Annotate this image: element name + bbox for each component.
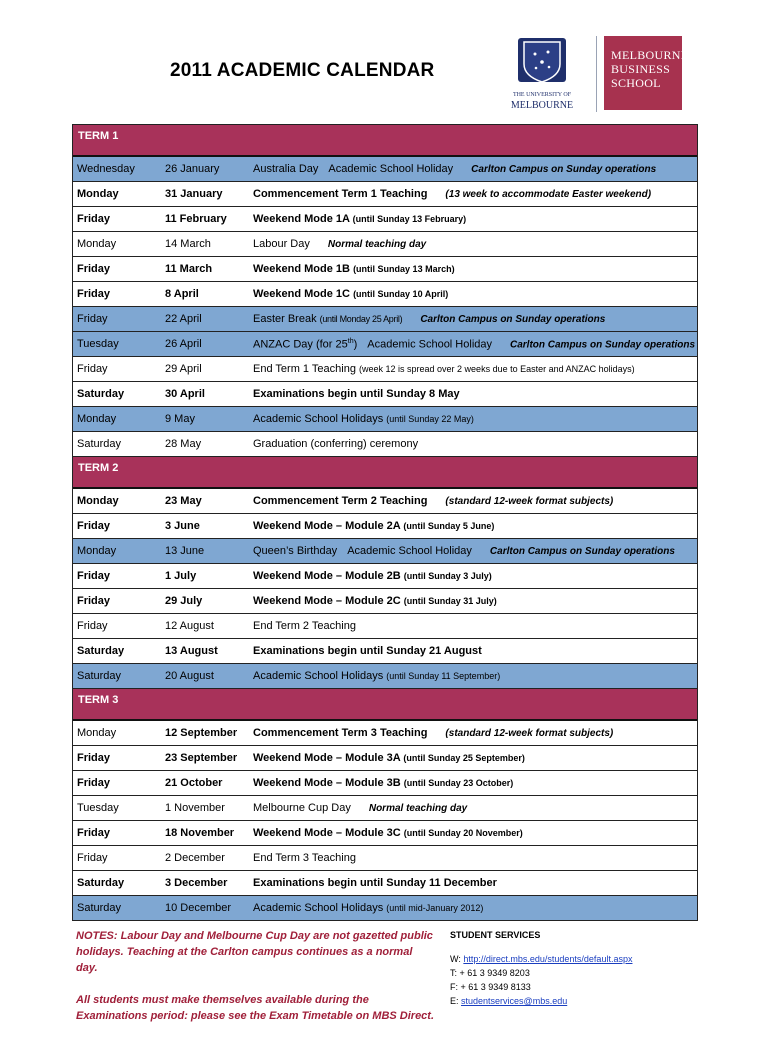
event-text: Easter Break — [253, 313, 317, 325]
event-cell — [253, 495, 613, 507]
calendar-row — [73, 896, 697, 921]
calendar-row — [73, 489, 697, 514]
notes-paragraph-2: All students must make themselves available during the Examinations period: please see the Exam Timetable on MBS Direct. — [76, 994, 435, 1022]
calendar-row — [73, 514, 697, 539]
date-cell: 28 May — [165, 438, 202, 450]
contact-heading: STUDENT SERVICES — [450, 930, 541, 940]
date-cell: 3 June — [165, 520, 200, 532]
event-text: End Term 3 Teaching — [253, 852, 356, 864]
event-cell — [253, 213, 466, 225]
event-detail: (until Sunday 25 September) — [403, 753, 525, 763]
unimelb-line1: THE UNIVERSITY OF — [512, 92, 572, 98]
term-header — [73, 457, 697, 489]
contact-fax: F: + 61 3 9349 8133 — [450, 982, 531, 992]
event-cell — [253, 852, 356, 864]
event-note: Normal teaching day — [368, 803, 468, 814]
event-cell — [253, 188, 651, 200]
page-title: 2011 ACADEMIC CALENDAR — [170, 60, 435, 81]
event-cell — [253, 163, 656, 175]
day-cell: Monday — [77, 545, 117, 557]
event-note: Carlton Campus on Sunday operations — [489, 546, 675, 557]
event-cell — [253, 727, 613, 739]
calendar-row — [73, 846, 697, 871]
event-cell — [253, 313, 605, 325]
web-prefix: W: — [450, 954, 461, 964]
event-text: Examinations begin until Sunday 11 December — [253, 877, 497, 889]
date-cell: 20 August — [165, 670, 214, 682]
event-note: (standard 12-week format subjects) — [445, 496, 614, 507]
calendar-row — [73, 232, 697, 257]
calendar-table — [72, 124, 698, 921]
day-cell: Tuesday — [77, 338, 119, 350]
calendar-row — [73, 564, 697, 589]
mbs-line1: MELBOURNE — [611, 48, 689, 62]
day-cell: Saturday — [77, 670, 122, 682]
date-cell: 11 February — [165, 213, 227, 225]
event-detail: (until Monday 25 April) — [319, 314, 403, 324]
event-text: Graduation (conferring) ceremony — [253, 438, 419, 450]
event-note: (standard 12-week format subjects) — [445, 728, 614, 739]
notes-section — [76, 928, 436, 1040]
event-text: Academic School Holidays — [253, 670, 384, 682]
event-detail: (until Sunday 11 September) — [386, 671, 501, 681]
unimelb-line2: MELBOURNE — [510, 100, 574, 111]
date-cell: 12 August — [165, 620, 214, 632]
contact-web-line — [450, 952, 632, 966]
event-text: Weekend Mode 1C — [253, 288, 350, 300]
date-cell: 23 September — [165, 752, 238, 764]
notes-paragraph-1: NOTES: Labour Day and Melbourne Cup Day are not gazetted public holidays. Teaching at the Carlton campus continues as a normal day. — [76, 930, 433, 974]
day-cell: Saturday — [77, 388, 125, 400]
event-text: ANZAC Day (for 25 — [253, 338, 348, 351]
date-cell: 12 September — [165, 727, 238, 739]
calendar-row — [73, 746, 697, 771]
event-text-end: ) — [353, 338, 358, 351]
day-cell: Friday — [77, 620, 108, 632]
date-cell: 10 December — [165, 902, 232, 914]
mbs-line3: SCHOOL — [611, 76, 661, 90]
date-cell: 13 August — [165, 645, 218, 657]
calendar-row — [73, 257, 697, 282]
event-detail: (until Sunday 13 February) — [352, 214, 467, 224]
date-cell: 2 December — [165, 852, 225, 864]
event-text: Commencement Term 1 Teaching — [253, 188, 428, 200]
day-cell: Friday — [77, 288, 111, 300]
date-cell: 1 November — [165, 802, 225, 814]
day-cell: Wednesday — [77, 163, 135, 175]
event-detail: (until mid-January 2012) — [386, 903, 484, 913]
calendar-row — [73, 721, 697, 746]
day-cell: Saturday — [77, 645, 125, 657]
calendar-row — [73, 307, 697, 332]
event-detail: (until Sunday 10 April) — [353, 289, 449, 299]
date-cell: 31 January — [165, 188, 223, 200]
event-cell — [253, 363, 635, 375]
event-text: Commencement Term 2 Teaching — [253, 495, 428, 507]
calendar-row — [73, 182, 697, 207]
date-cell: 14 March — [165, 238, 211, 250]
event-cell — [253, 570, 492, 582]
event-cell — [253, 902, 483, 914]
event-cell — [253, 620, 356, 632]
student-services-contact — [450, 928, 632, 1008]
event-detail: (until Sunday 31 July) — [403, 596, 497, 606]
mbs-logo — [604, 36, 689, 110]
event-text: Weekend Mode – Module 2B — [253, 570, 401, 582]
date-cell: 18 November — [165, 827, 235, 839]
date-cell: 29 July — [165, 595, 203, 607]
event-note: Carlton Campus on Sunday operations — [471, 164, 657, 175]
event-cell — [253, 238, 426, 250]
event-detail: (until Sunday 5 June) — [403, 521, 495, 531]
day-cell: Friday — [77, 777, 111, 789]
term-label: TERM 3 — [78, 694, 119, 706]
day-cell: Friday — [77, 213, 111, 225]
event-note: Carlton Campus on Sunday operations — [420, 314, 606, 325]
date-cell: 22 April — [165, 313, 202, 325]
day-cell: Friday — [77, 570, 111, 582]
day-cell: Saturday — [77, 877, 125, 889]
date-cell: 13 June — [165, 545, 205, 557]
event-cell — [253, 877, 497, 889]
event-cell — [253, 595, 497, 607]
event-text: Australia Day — [253, 163, 319, 175]
event-cell — [253, 288, 448, 300]
email-prefix: E: — [450, 996, 459, 1006]
term-label: TERM 2 — [78, 462, 119, 474]
day-cell: Saturday — [77, 438, 122, 450]
calendar-row — [73, 771, 697, 796]
event-cell — [253, 827, 523, 839]
event-text: Academic School Holidays — [253, 413, 384, 425]
day-cell: Friday — [77, 363, 108, 375]
day-cell: Friday — [77, 263, 111, 275]
calendar-row — [73, 357, 697, 382]
calendar-row — [73, 871, 697, 896]
logo-divider — [596, 36, 597, 112]
event-cell — [253, 670, 500, 682]
event-note: Normal teaching day — [327, 239, 427, 250]
holiday-label: Academic School Holiday — [367, 338, 492, 351]
date-cell: 9 May — [165, 413, 195, 425]
event-cell — [253, 263, 455, 275]
day-cell: Friday — [77, 827, 111, 839]
event-text: Weekend Mode 1A — [253, 213, 350, 225]
calendar-row — [73, 332, 697, 357]
event-cell — [253, 413, 474, 425]
day-cell: Friday — [77, 313, 108, 325]
event-text: Weekend Mode – Module 3B — [253, 777, 401, 789]
calendar-row — [73, 407, 697, 432]
event-text: Weekend Mode 1B — [253, 263, 350, 275]
event-cell — [253, 545, 675, 557]
day-cell: Monday — [77, 495, 119, 507]
calendar-row — [73, 614, 697, 639]
calendar-row — [73, 639, 697, 664]
calendar-row — [73, 157, 697, 182]
event-text: End Term 2 Teaching — [253, 620, 356, 632]
event-cell — [253, 752, 525, 764]
event-cell — [253, 802, 467, 814]
calendar-row — [73, 382, 697, 407]
event-cell — [253, 520, 494, 532]
event-cell — [253, 438, 418, 450]
contact-email-line — [450, 994, 632, 1008]
event-text: Queen’s Birthday — [253, 545, 338, 557]
event-cell — [253, 338, 695, 351]
event-text: Commencement Term 3 Teaching — [253, 727, 428, 739]
calendar-row — [73, 282, 697, 307]
event-text: Weekend Mode – Module 3C — [253, 827, 401, 839]
calendar-row — [73, 589, 697, 614]
event-superscript: th — [347, 338, 354, 345]
day-cell: Friday — [77, 595, 111, 607]
date-cell: 11 March — [165, 263, 213, 275]
event-text: Weekend Mode – Module 3A — [253, 752, 401, 764]
date-cell: 26 April — [165, 338, 202, 350]
event-cell — [253, 645, 482, 657]
day-cell: Tuesday — [77, 802, 119, 814]
date-cell: 8 April — [165, 288, 199, 300]
contact-phone: T: + 61 3 9349 8203 — [450, 968, 530, 978]
event-note: Carlton Campus on Sunday operations — [510, 339, 696, 351]
date-cell: 23 May — [165, 495, 202, 507]
calendar-row — [73, 796, 697, 821]
date-cell: 1 July — [165, 570, 197, 582]
calendar-row — [73, 539, 697, 564]
event-text: Weekend Mode – Module 2A — [253, 520, 401, 532]
date-cell: 29 April — [165, 363, 202, 375]
web-link[interactable]: http://direct.mbs.edu/students/default.aspx — [463, 954, 633, 964]
event-text: Examinations begin until Sunday 21 August — [253, 645, 482, 657]
event-detail: (until Sunday 22 May) — [386, 414, 474, 424]
day-cell: Friday — [77, 852, 108, 864]
event-detail: (until Sunday 3 July) — [403, 571, 492, 581]
day-cell: Monday — [77, 727, 117, 739]
event-text: Examinations begin until Sunday 8 May — [253, 388, 460, 400]
term-header — [73, 125, 697, 157]
event-detail: (week 12 is spread over 2 weeks due to Easter and ANZAC holidays) — [359, 364, 635, 374]
event-detail: (until Sunday 20 November) — [403, 828, 523, 838]
event-text: Melbourne Cup Day — [253, 802, 351, 814]
event-detail: (until Sunday 23 October) — [403, 778, 514, 788]
event-note: (13 week to accommodate Easter weekend) — [445, 189, 652, 200]
mbs-line2: BUSINESS — [611, 62, 671, 76]
calendar-row — [73, 664, 697, 689]
calendar-row — [73, 432, 697, 457]
event-detail: (until Sunday 13 March) — [353, 264, 455, 274]
event-text: Labour Day — [253, 238, 310, 250]
day-cell: Monday — [77, 413, 117, 425]
calendar-row — [73, 821, 697, 846]
event-cell — [253, 388, 460, 400]
date-cell: 21 October — [165, 777, 223, 789]
event-cell — [253, 777, 513, 789]
event-text: Weekend Mode – Module 2C — [253, 595, 401, 607]
day-cell: Friday — [77, 752, 111, 764]
holiday-label: Academic School Holiday — [347, 545, 472, 557]
term-label: TERM 1 — [78, 130, 119, 142]
event-text: End Term 1 Teaching — [253, 363, 356, 375]
holiday-label: Academic School Holiday — [328, 163, 454, 175]
day-cell: Monday — [77, 188, 119, 200]
event-text: Academic School Holidays — [253, 902, 384, 914]
date-cell: 30 April — [165, 388, 205, 400]
date-cell: 26 January — [165, 163, 220, 175]
date-cell: 3 December — [165, 877, 228, 889]
term-header — [73, 689, 697, 721]
email-link[interactable]: studentservices@mbs.edu — [461, 996, 568, 1006]
day-cell: Monday — [77, 238, 117, 250]
day-cell: Saturday — [77, 902, 122, 914]
day-cell: Friday — [77, 520, 111, 532]
calendar-row — [73, 207, 697, 232]
university-of-melbourne-logo — [504, 36, 580, 112]
